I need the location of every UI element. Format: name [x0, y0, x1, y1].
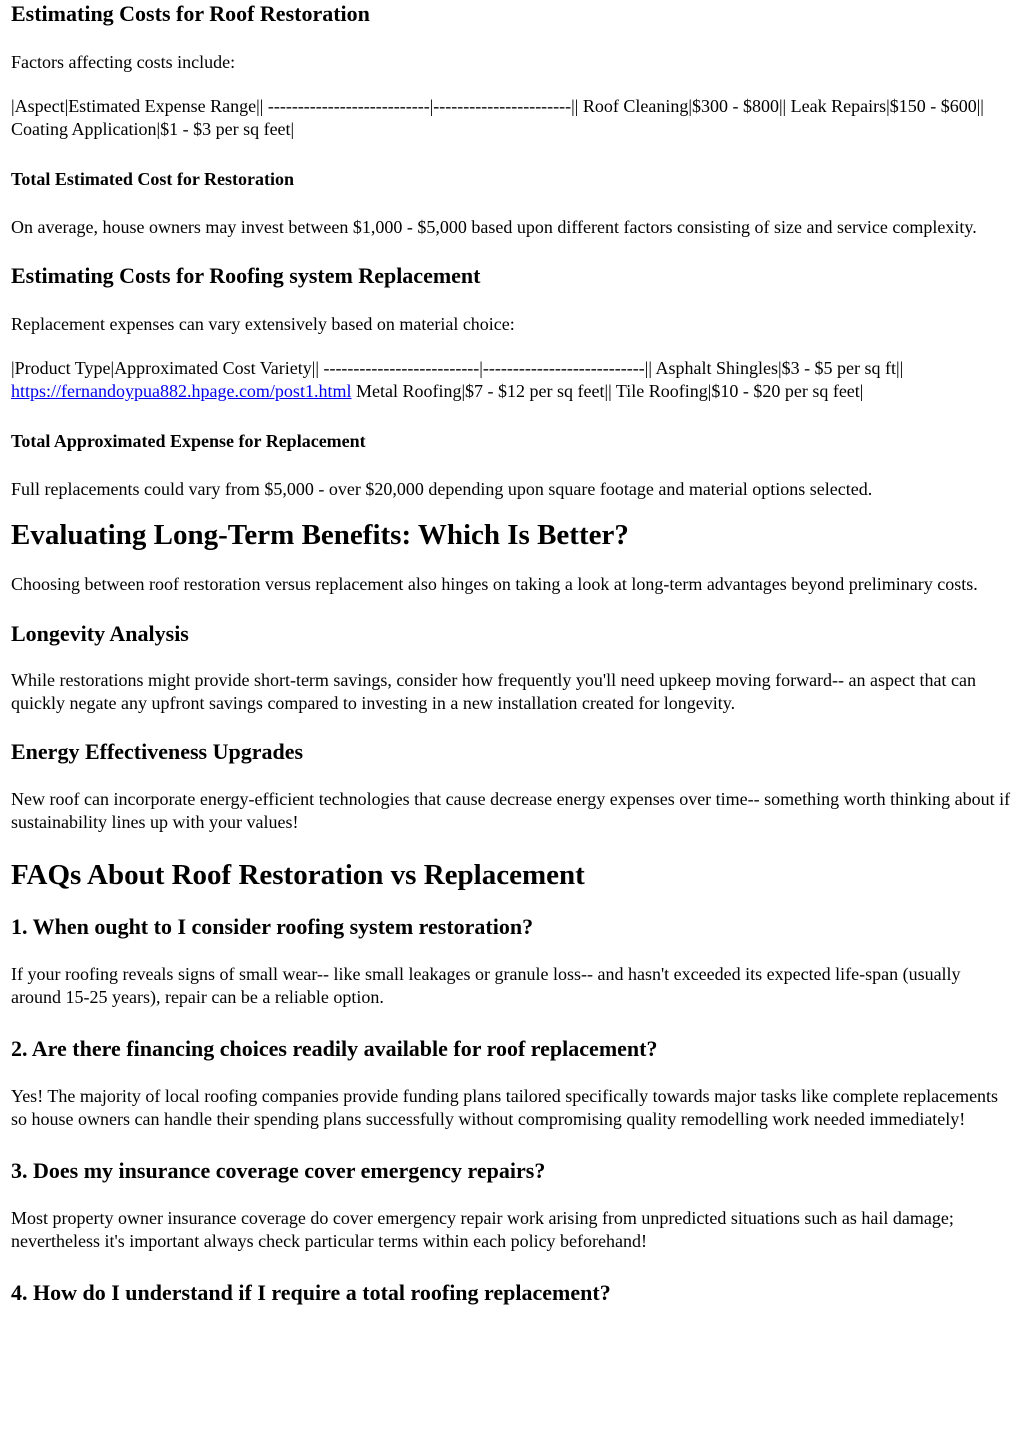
restoration-costs-heading: Estimating Costs for Roof Restoration	[11, 1, 370, 26]
energy-text: New roof can incorporate energy-efficient technologies that cause decrease energy expenses over time-- something worth thinking about if sustainability lines up with your values!	[11, 789, 1011, 832]
replacement-table-text-start: |Product Type|Approximated Cost Variety|| --------------------------|---------------------------|| Asphalt Shingles|$3 - $5 per sq ft||	[11, 358, 904, 378]
replacement-costs-intro: Replacement expenses can vary extensively based on material choice:	[11, 314, 515, 334]
faq-question: 2. Are there financing choices readily available for roof replacement?	[11, 1036, 658, 1061]
replacement-costs-heading: Estimating Costs for Roofing system Replacement	[11, 263, 481, 288]
longevity-heading: Longevity Analysis	[11, 621, 189, 646]
faq-answer: Yes! The majority of local roofing companies provide funding plans tailored specifically towards major tasks like complete replacements so house owners can handle their spending plans successfully without compromising quality remodelling work needed immediately!	[11, 1086, 999, 1129]
post-link[interactable]: https://fernandoypua882.hpage.com/post1.html	[11, 381, 352, 401]
restoration-costs-intro: Factors affecting costs include:	[11, 52, 236, 72]
faq-answer: Most property owner insurance coverage do cover emergency repair work arising from unpredicted situations such as hail damage; nevertheless it's important always check particular terms within each policy beforehand!	[11, 1208, 954, 1251]
restoration-costs-table: |Aspect|Estimated Expense Range|| ---------------------------|-----------------------|| Roof Cleaning|$300 - $800|| Leak Repairs|$150 - $600|| Coating Application|$1 - $3 per sq feet|	[11, 96, 984, 139]
restoration-total-text: On average, house owners may invest between $1,000 - $5,000 based upon different factors consisting of size and service complexity.	[11, 217, 977, 237]
replacement-table-text-end: Metal Roofing|$7 - $12 per sq feet|| Tile Roofing|$10 - $20 per sq feet|	[351, 381, 864, 401]
restoration-total-heading: Total Estimated Cost for Restoration	[11, 169, 294, 189]
replacement-total-text: Full replacements could vary from $5,000 - over $20,000 depending upon square footage and material options selected.	[11, 479, 873, 499]
faq-question: 4. How do I understand if I require a total roofing replacement?	[11, 1280, 611, 1305]
faqs-heading: FAQs About Roof Restoration vs Replacement	[11, 859, 585, 891]
long-term-intro: Choosing between roof restoration versus replacement also hinges on taking a look at long-term advantages beyond preliminary costs.	[11, 574, 978, 594]
faq-question: 3. Does my insurance coverage cover emergency repairs?	[11, 1158, 546, 1183]
article	[0, 1, 1024, 1306]
replacement-costs-table	[11, 357, 1014, 403]
long-term-heading: Evaluating Long-Term Benefits: Which Is Better?	[11, 519, 629, 551]
replacement-total-heading: Total Approximated Expense for Replacement	[11, 431, 366, 451]
longevity-text: While restorations might provide short-term savings, consider how frequently you'll need upkeep moving forward-- an aspect that can quickly negate any upfront savings compared to investing in a new installation created for longevity.	[11, 670, 976, 713]
faq-question: 1. When ought to I consider roofing system restoration?	[11, 914, 534, 939]
faq-answer: If your roofing reveals signs of small wear-- like small leakages or granule loss-- and hasn't exceeded its expected life-span (usually around 15-25 years), repair can be a reliable option.	[11, 964, 961, 1007]
energy-heading: Energy Effectiveness Upgrades	[11, 739, 304, 764]
